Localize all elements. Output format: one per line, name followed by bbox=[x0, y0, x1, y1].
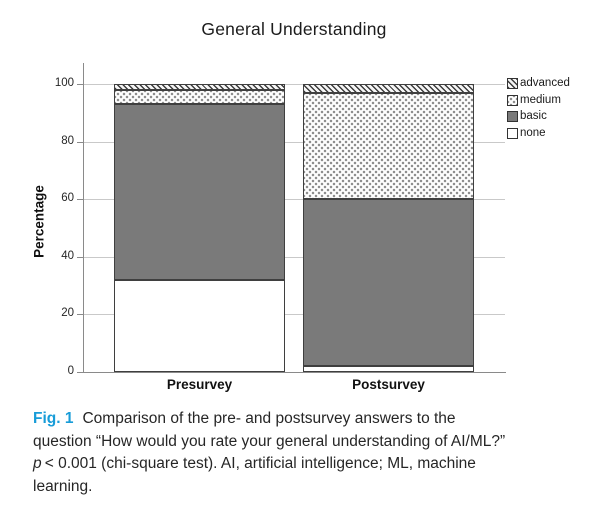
bar-segment-presurvey-medium bbox=[114, 90, 285, 104]
caption-text: p bbox=[33, 455, 42, 472]
y-tick-label-80: 80 bbox=[61, 134, 74, 147]
legend-item-basic bbox=[507, 110, 570, 123]
legend-item-advanced bbox=[507, 77, 570, 90]
y-tick-40 bbox=[77, 257, 83, 258]
caption-text: question “How would you rate your general understanding of AI/ML?” bbox=[33, 432, 506, 450]
y-tick-label-100: 100 bbox=[54, 77, 74, 89]
legend-swatch-basic-icon bbox=[507, 111, 518, 122]
y-tick-label-60: 60 bbox=[61, 192, 74, 205]
bar-presurvey bbox=[114, 84, 285, 372]
bar-segment-postsurvey-basic bbox=[303, 199, 474, 366]
figure-number-label: Fig. 1 bbox=[33, 410, 74, 427]
caption-line-1 bbox=[33, 408, 593, 431]
legend-item-medium bbox=[507, 94, 570, 107]
chart-title: General Understanding bbox=[201, 19, 387, 39]
bar-segment-presurvey-advanced bbox=[114, 84, 285, 90]
x-category-label-postsurvey: Postsurvey bbox=[352, 377, 425, 392]
bar-segment-postsurvey-advanced bbox=[303, 84, 474, 93]
y-axis-line bbox=[83, 63, 84, 373]
y-tick-label-40: 40 bbox=[61, 249, 74, 262]
figure-caption bbox=[33, 408, 593, 498]
caption-line-3 bbox=[33, 453, 593, 476]
y-tick-label-0: 0 bbox=[67, 365, 74, 377]
bar-segment-presurvey-none bbox=[114, 280, 285, 372]
y-axis-label: Percentage bbox=[31, 185, 47, 258]
y-tick-label-20: 20 bbox=[61, 307, 74, 320]
caption-text: < 0.001 (chi-square test). AI, artificial intelligence; ML, machine bbox=[41, 455, 476, 472]
y-tick-60 bbox=[77, 199, 83, 200]
y-tick-0 bbox=[77, 372, 83, 373]
legend-label-medium: medium bbox=[520, 93, 561, 106]
y-tick-100 bbox=[77, 84, 83, 85]
bar-segment-postsurvey-medium bbox=[303, 93, 474, 200]
legend-swatch-medium-icon bbox=[507, 95, 518, 106]
x-category-label-presurvey: Presurvey bbox=[166, 377, 233, 392]
y-tick-80 bbox=[77, 142, 83, 143]
caption-line-4 bbox=[33, 476, 593, 499]
caption-text: Comparison of the pre- and postsurvey answers to the bbox=[82, 410, 456, 427]
y-tick-20 bbox=[77, 314, 83, 315]
legend-label-advanced: advanced bbox=[520, 77, 570, 89]
caption-line-2 bbox=[33, 431, 593, 454]
legend-label-basic: basic bbox=[520, 110, 547, 122]
caption-text: learning. bbox=[33, 477, 93, 495]
legend-item-none bbox=[507, 127, 570, 140]
legend-swatch-none-icon bbox=[507, 128, 518, 139]
bar-postsurvey bbox=[303, 84, 474, 372]
legend-swatch-advanced-icon bbox=[507, 78, 518, 89]
bar-segment-postsurvey-none bbox=[303, 366, 474, 372]
legend bbox=[507, 77, 570, 143]
legend-label-none: none bbox=[520, 126, 546, 139]
bar-segment-presurvey-basic bbox=[114, 104, 285, 280]
x-axis-line bbox=[83, 372, 506, 373]
